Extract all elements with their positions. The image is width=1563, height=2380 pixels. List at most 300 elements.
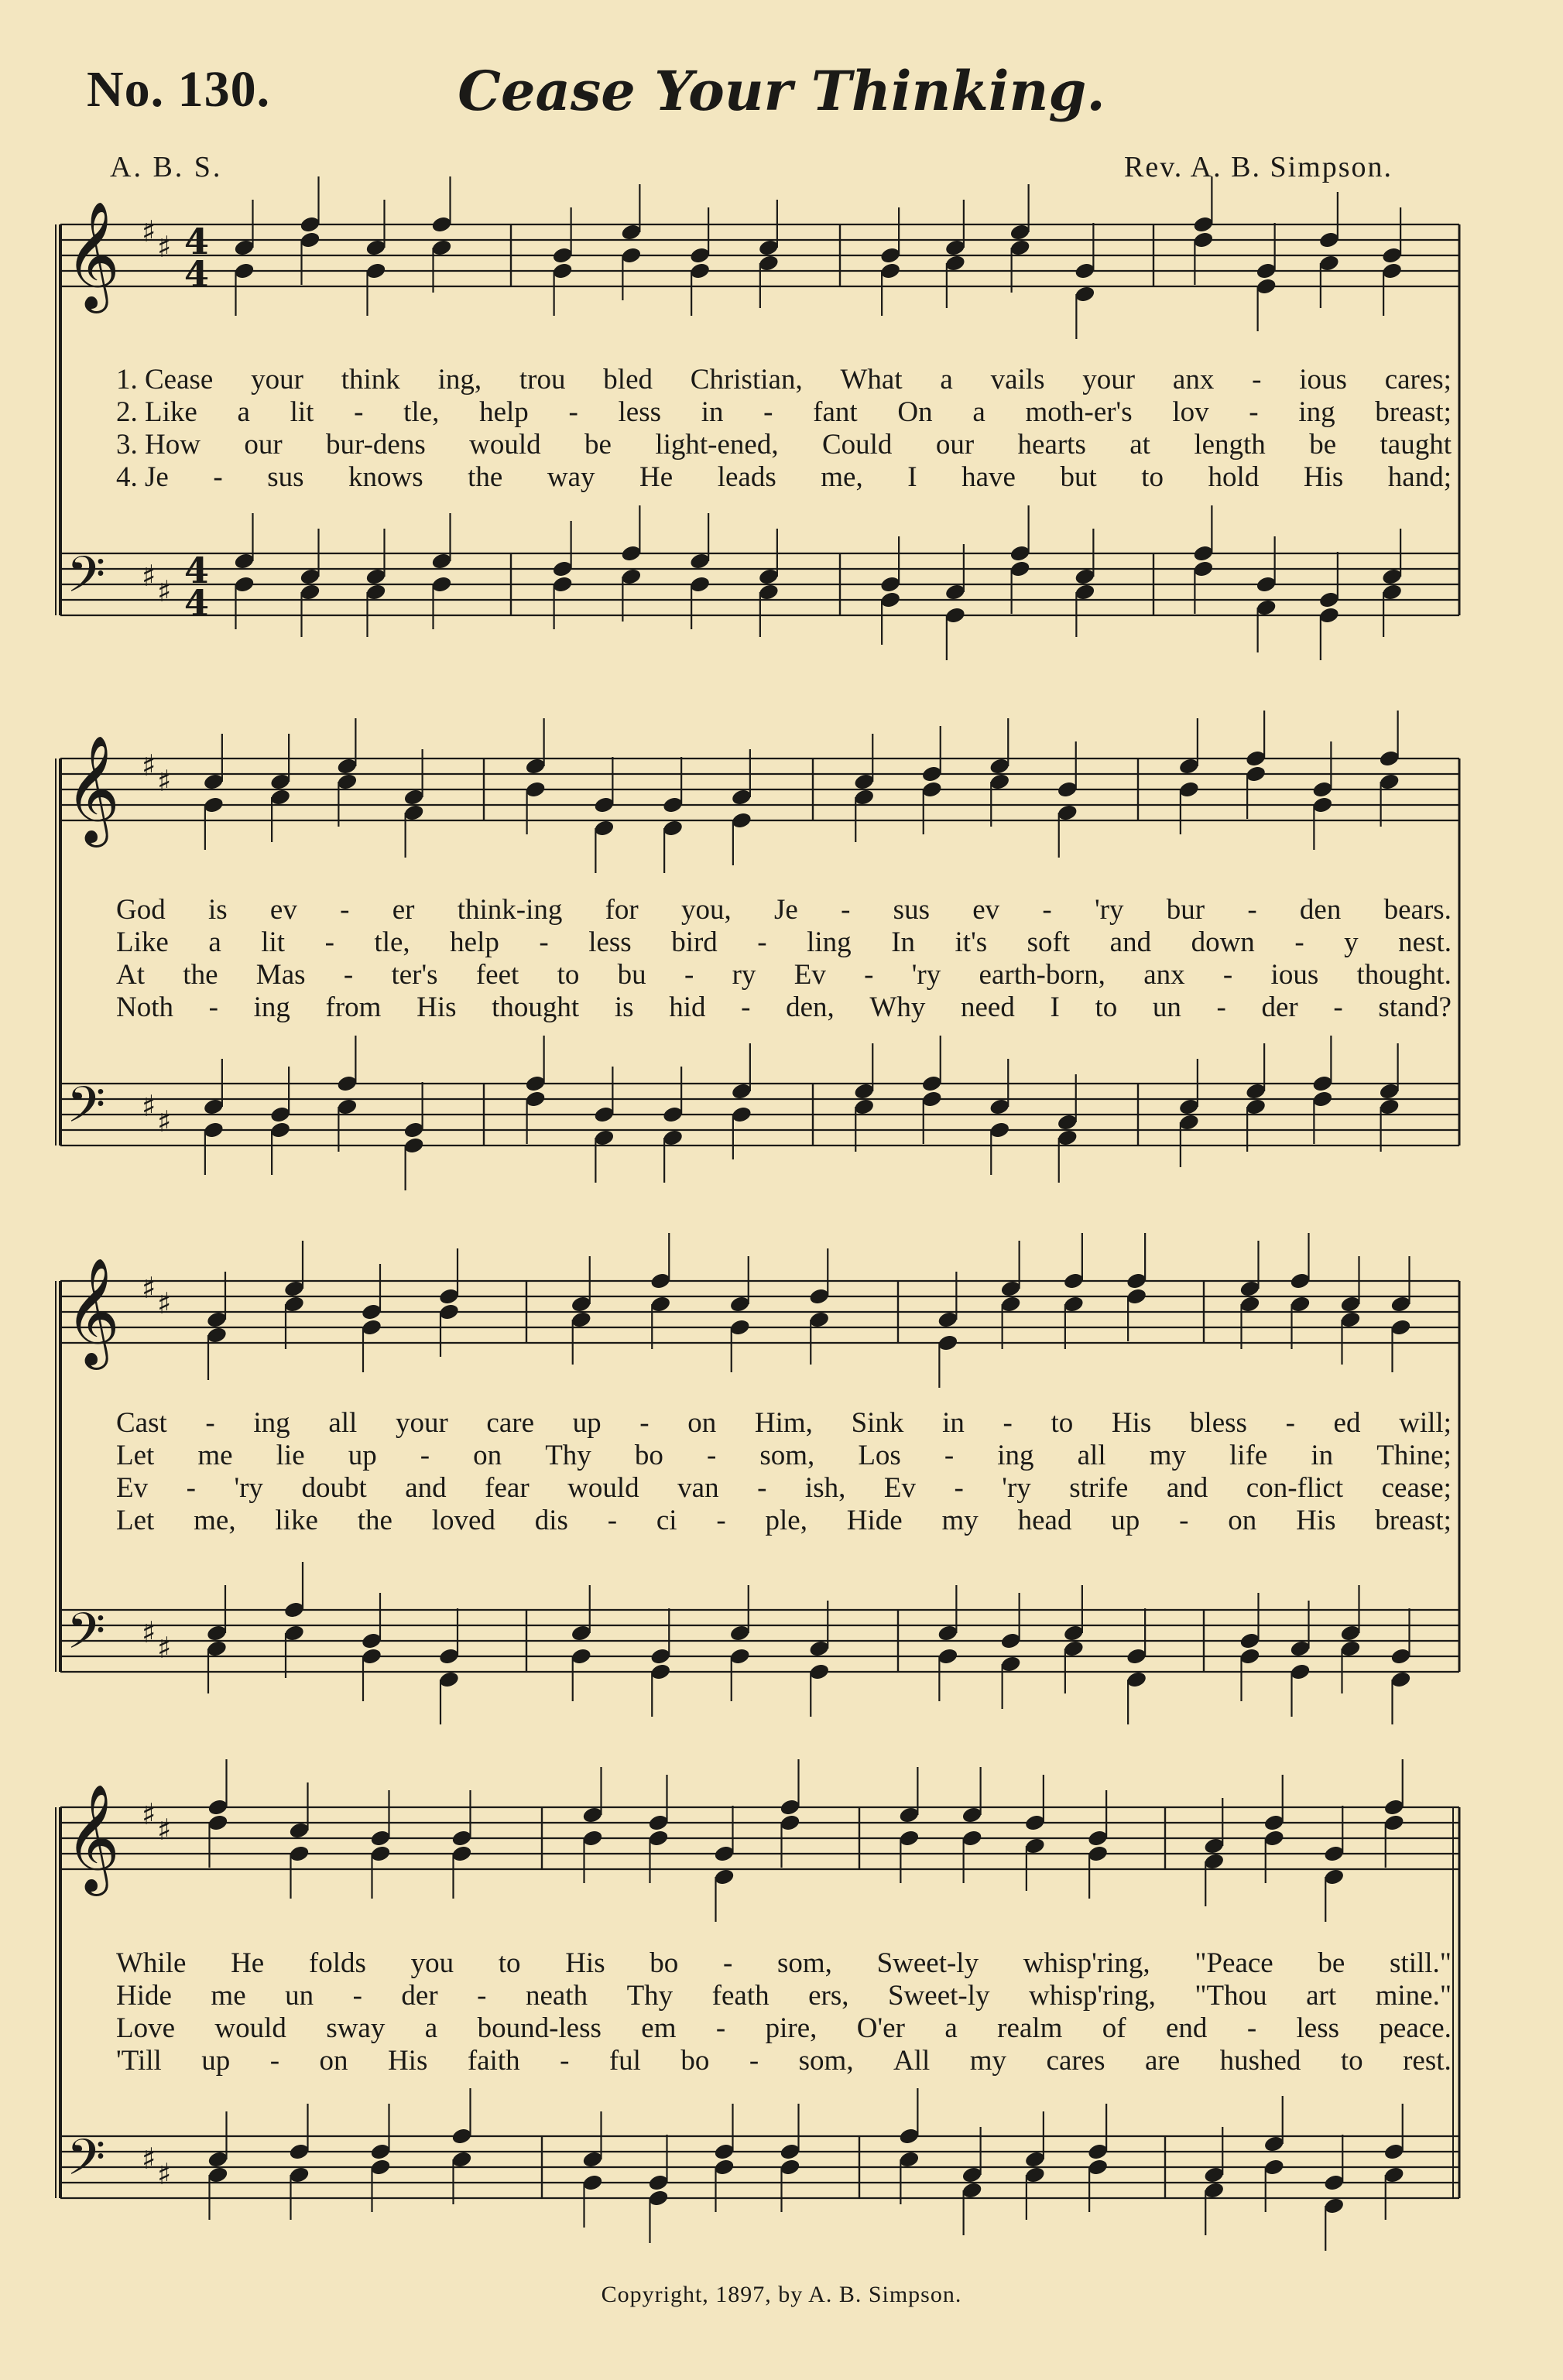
lyric-line [116,959,1452,991]
lyric-syllable: peace. [1379,2012,1452,2044]
lyric-syllable: to [498,1947,521,1979]
lyric-syllable: Christian, [690,364,803,396]
time-signature: 4 [184,253,210,295]
time-signature: 4 [184,550,210,591]
lyric-syllable: a [944,2012,958,2044]
lyric-syllable: Like [116,926,169,958]
lyric-syllable: bless [1189,1407,1247,1439]
lyric-syllable: in [701,396,724,428]
lyric-syllable: Noth [116,991,173,1023]
lyric-syllable: strife [1069,1472,1129,1504]
lyric-syllable: While [116,1947,187,1979]
lyric-syllable: - [749,2045,759,2077]
lyric-syllable: the [183,959,218,991]
lyric-syllable: - [841,894,851,926]
lyric-syllable: - [1042,894,1052,926]
lyric-syllable: art [1306,1980,1337,2012]
lyric-syllable: - [208,991,218,1023]
lyric-syllable: lie [276,1440,305,1471]
lyric-syllable: - [1246,2012,1257,2044]
lyric-line [116,429,1452,461]
lyric-line [116,926,1452,959]
lyric-syllable: to [1095,991,1118,1023]
lyric-syllable: - [722,1947,733,1979]
lyric-syllable: ers, [808,1980,849,2012]
lyric-syllable: hold [1208,461,1260,493]
lyric-syllable: - [352,1980,362,2012]
lyric-line [116,1505,1452,1537]
lyric-syllable: thought. [1356,959,1452,991]
lyric-syllable: - [269,2045,280,2077]
lyric-syllable: 'ry [911,959,941,991]
lyric-syllable: er [392,894,415,926]
lyric-syllable: in [942,1407,965,1439]
lyric-syllable: I [907,461,917,493]
sharp-icon: ♯ [142,1797,156,1831]
bass-clef-icon: 𝄢 [67,1603,106,1673]
lyric-syllable: - [1216,991,1226,1023]
bass-clef-icon: 𝄢 [67,2129,106,2199]
lyric-syllable: 'Till [116,2045,162,2077]
lyric-syllable: - [1222,959,1233,991]
lyric-syllable: - [716,1505,726,1536]
lyric-syllable: - [954,1472,964,1504]
lyric-syllable: bo [650,1947,679,1979]
lyric-syllable: bound-less [477,2012,602,2044]
lyric-syllable: ing [253,1407,290,1439]
lyric-syllable: our [244,429,283,461]
lyric-syllable: ious [1299,364,1347,396]
lyric-syllable: neath [525,1980,588,2012]
lyric-syllable: Let [116,1505,155,1536]
lyric-syllable: sway [326,2012,386,2044]
lyric-syllable: bled [603,364,653,396]
lyric-syllable: em [641,2012,677,2044]
lyric-syllable: 2. Like [116,396,197,428]
lyric-syllable: a [237,396,250,428]
lyric-syllable: Sweet-ly [876,1947,979,1979]
lyric-syllable: vails [990,364,1045,396]
lyric-syllable: ing [1298,396,1335,428]
lyric-syllable: - [343,959,354,991]
lyric-syllable: 4. Je [116,461,169,493]
lyric-syllable: - [539,926,549,958]
lyric-syllable: bur-dens [326,429,426,461]
lyric-line [116,2045,1452,2077]
lyric-syllable: Los [858,1440,901,1471]
lyric-syllable: trou [519,364,566,396]
lyric-syllable: folds [308,1947,366,1979]
sharp-icon: ♯ [142,559,156,593]
lyric-syllable: head [1017,1505,1072,1536]
lyric-syllable: help [450,926,499,958]
lyric-syllable: - [1003,1407,1013,1439]
lyric-syllable: Ev [793,959,826,991]
lyric-syllable: would [567,1472,639,1504]
lyric-syllable: Hide [116,1980,172,2012]
lyric-syllable: - [741,991,751,1023]
sharp-icon: ♯ [157,1286,172,1320]
lyric-syllable: den [1299,894,1342,926]
lyric-line [116,396,1452,429]
lyric-syllable: whisp'ring, [1023,1947,1150,1979]
lyric-syllable: hearts [1017,429,1086,461]
lyric-syllable: would [214,2012,286,2044]
lyric-syllable: som, [759,1440,815,1471]
lyric-syllable: ter's [391,959,438,991]
lyric-syllable: up [572,1407,602,1439]
lyric-syllable: He [231,1947,265,1979]
treble-clef-icon: 𝄞 [65,201,120,309]
lyric-syllable: nest. [1398,926,1452,958]
lyric-syllable: me, [194,1505,236,1536]
lyric-syllable: is [207,894,228,926]
lyric-syllable: van [677,1472,719,1504]
time-signature: 4 [184,582,210,624]
lyric-syllable: 'ry [234,1472,263,1504]
lyric-syllable: "Thou [1195,1980,1267,2012]
lyric-syllable: In [891,926,916,958]
lyric-syllable: tle, [403,396,440,428]
lyric-syllable: on [473,1440,502,1471]
lyric-syllable: you, [681,894,732,926]
lyric-syllable: up [348,1440,377,1471]
lyric-syllable: At [116,959,145,991]
lyric-syllable: are [1144,2045,1181,2077]
lyric-syllable: up [1111,1505,1140,1536]
lyric-syllable: y [1344,926,1359,958]
lyric-syllable: un [285,1980,314,2012]
lyric-syllable: - [607,1505,618,1536]
lyric-syllable: bo [634,1440,663,1471]
lyric-syllable: ci [656,1505,677,1536]
lyric-syllable: on [319,2045,348,2077]
lyric-syllable: He [639,461,674,493]
lyric-syllable: His [416,991,457,1023]
lyric-syllable: Je [774,894,798,926]
lyric-syllable: taught [1380,429,1452,461]
lyric-syllable: ple, [765,1505,807,1536]
lyric-syllable: ful [608,2045,641,2077]
lyric-syllable: soft [1027,926,1071,958]
lyric-syllable: doubt [301,1472,367,1504]
lyric-syllable: Let [116,1440,155,1471]
lyric-syllable: - [560,2045,570,2077]
lyric-syllable: it's [955,926,988,958]
lyric-syllable: som, [798,2045,854,2077]
lyrics-system-1 [116,364,1452,494]
lyric-syllable: to [1340,2045,1363,2077]
lyric-syllable: - [420,1440,430,1471]
lyric-syllable: length [1194,429,1266,461]
lyric-syllable: - [340,894,350,926]
lyric-syllable: up [201,2045,231,2077]
lyric-syllable: to [1051,1407,1074,1439]
lyric-syllable: His [1296,1505,1336,1536]
lyric-syllable: - [568,396,578,428]
bass-clef-icon: 𝄢 [67,1077,106,1146]
lyric-syllable: think-ing [457,894,563,926]
lyric-syllable: bur [1166,894,1205,926]
lyric-syllable: the [468,461,503,493]
sharp-icon: ♯ [142,214,156,248]
lyric-syllable: - [944,1440,955,1471]
lyric-syllable: leads [717,461,776,493]
sharp-icon: ♯ [142,1615,156,1649]
treble-clef-icon: 𝄞 [65,735,120,843]
lyric-syllable: - [1179,1505,1189,1536]
lyric-syllable: Him, [754,1407,813,1439]
lyric-syllable: lit [290,396,314,428]
lyric-syllable: - [706,1440,717,1471]
sharp-icon: ♯ [142,1089,156,1123]
lyric-syllable: is [614,991,634,1023]
lyric-syllable: O'er [856,2012,905,2044]
lyric-line [116,2012,1452,2045]
lyric-syllable: ious [1270,959,1319,991]
lyric-syllable: - [757,926,767,958]
lyric-line [116,1440,1452,1472]
lyric-syllable: Ev [883,1472,916,1504]
lyric-line [116,1947,1452,1980]
lyric-syllable: His [1303,461,1344,493]
lyric-syllable: ev [269,894,297,926]
lyric-syllable: less [1296,2012,1340,2044]
lyric-syllable: der [1261,991,1298,1023]
lyric-syllable: ish, [804,1472,846,1504]
lyric-syllable: Thy [626,1980,674,2012]
lyric-syllable: my [1149,1440,1186,1471]
lyric-syllable: - [477,1980,487,2012]
lyric-syllable: on [1228,1505,1257,1536]
lyric-syllable: whisp'ring, [1029,1980,1156,2012]
lyric-syllable: cares; [1384,364,1452,396]
lyric-syllable: den, [786,991,835,1023]
sharp-icon: ♯ [157,1631,172,1665]
lyric-syllable: you [410,1947,454,1979]
lyric-syllable: will; [1399,1407,1452,1439]
sharp-icon: ♯ [142,748,156,782]
lyric-syllable: hid [669,991,706,1023]
lyric-syllable: Love [116,2012,176,2044]
lyric-syllable: ev [972,894,1000,926]
lyric-line [116,1980,1452,2012]
lyric-syllable: realm [997,2012,1063,2044]
lyric-syllable: - [213,461,223,493]
lyric-syllable: help [479,396,529,428]
lyric-syllable: lit [261,926,286,958]
lyric-syllable: con-flict [1246,1472,1344,1504]
lyric-syllable: would [469,429,541,461]
lyric-syllable: ing [997,1440,1034,1471]
lyric-syllable: Sink [851,1407,904,1439]
sharp-icon: ♯ [157,2157,172,2191]
lyric-line [116,1407,1452,1440]
lyric-syllable: 3. How [116,429,201,461]
lyric-syllable: Why [869,991,926,1023]
lyric-syllable: care [486,1407,534,1439]
lyric-syllable: earth-born, [979,959,1105,991]
lyric-syllable: His [1111,1407,1152,1439]
lyric-line [116,991,1452,1024]
lyric-syllable: life [1229,1440,1268,1471]
lyric-syllable: feet [475,959,519,991]
sharp-icon: ♯ [157,1104,172,1139]
lyric-syllable: my [941,1505,979,1536]
lyric-syllable: Hide [846,1505,903,1536]
lyric-syllable: your [1082,364,1136,396]
lyric-syllable: sus [893,894,930,926]
lyric-syllable: - [1249,396,1259,428]
lyric-syllable: "Peace [1195,1947,1273,1979]
lyric-syllable: hushed [1219,2045,1301,2077]
lyric-syllable: On [897,396,933,428]
lyric-syllable: - [1333,991,1343,1023]
lyric-syllable: - [205,1407,215,1439]
lyric-syllable: 1. Cease [116,364,214,396]
lyric-syllable: a [424,2012,438,2044]
lyric-syllable: rest. [1403,2045,1452,2077]
treble-clef-icon: 𝄞 [65,1258,120,1365]
lyric-syllable: lov [1172,396,1209,428]
lyric-syllable: me [211,1980,246,2012]
lyric-syllable: bird [671,926,718,958]
lyric-syllable: cares [1046,2045,1105,2077]
lyrics-system-4 [116,1947,1452,2077]
lyric-syllable: - [763,396,773,428]
lyric-syllable: on [687,1407,717,1439]
lyric-syllable: but [1060,461,1097,493]
lyric-syllable: 'ry [1095,894,1124,926]
treble-clef-icon: 𝄞 [65,1784,120,1892]
lyric-syllable: have [961,461,1016,493]
lyric-syllable: ry [732,959,756,991]
lyric-syllable: som, [776,1947,832,1979]
lyric-syllable: end [1165,2012,1208,2044]
hymn-title: Cease Your Thinking. [458,59,1105,123]
lyric-syllable: - [1294,926,1304,958]
lyric-syllable: pire, [765,2012,817,2044]
lyric-syllable: need [960,991,1015,1023]
lyric-syllable: a [972,396,985,428]
lyric-line [116,1472,1452,1505]
composer-credit: Rev. A. B. Simpson. [1124,151,1393,183]
sharp-icon: ♯ [157,764,172,798]
hymn-number: No. 130. [87,61,271,118]
lyric-syllable: cease; [1381,1472,1452,1504]
lyric-syllable: Ev [116,1472,149,1504]
lyric-syllable: I [1050,991,1060,1023]
lyric-syllable: and [1166,1472,1208,1504]
time-signature: 4 [184,221,210,262]
lyric-syllable: breast; [1375,396,1452,428]
lyric-syllable: bears. [1383,894,1452,926]
lyric-syllable: sus [267,461,304,493]
lyric-syllable: still." [1390,1947,1452,1979]
lyric-syllable: All [893,2045,931,2077]
lyric-syllable: un [1152,991,1181,1023]
lyric-syllable: - [757,1472,767,1504]
lyrics-system-2 [116,894,1452,1024]
lyric-syllable: of [1102,2012,1126,2044]
lyric-syllable: be [1318,1947,1345,1979]
lyric-syllable: His [565,1947,605,1979]
lyric-syllable: Cast [116,1407,167,1439]
lyric-syllable: - [324,926,334,958]
lyric-syllable: feath [711,1980,770,2012]
lyric-syllable: ing [253,991,290,1023]
lyric-syllable: Mas [255,959,306,991]
lyric-syllable: a [208,926,221,958]
lyric-syllable: less [588,926,632,958]
lyric-syllable: ling [807,926,852,958]
lyric-syllable: dis [534,1505,568,1536]
lyric-syllable: der [401,1980,438,2012]
lyric-syllable: bo [680,2045,710,2077]
lyric-syllable: me [197,1440,233,1471]
sharp-icon: ♯ [157,1813,172,1847]
lyricist-credit: A. B. S. [110,151,223,183]
lyric-syllable: down [1191,926,1255,958]
lyric-syllable: God [116,894,166,926]
lyric-syllable: - [354,396,364,428]
lyric-syllable: anx [1143,959,1185,991]
lyric-syllable: me, [821,461,863,493]
lyric-syllable: hand; [1387,461,1452,493]
sharp-icon: ♯ [142,2142,156,2176]
lyric-line [116,364,1452,396]
lyric-syllable: knows [348,461,423,493]
lyric-syllable: all [328,1407,358,1439]
lyric-syllable: your [251,364,303,396]
lyric-syllable: for [605,894,639,926]
lyric-syllable: way [547,461,595,493]
lyric-syllable: less [618,396,661,428]
lyric-syllable: bu [617,959,646,991]
lyric-syllable: your [395,1407,448,1439]
lyric-syllable: at [1129,429,1150,461]
sharp-icon: ♯ [157,230,172,264]
lyric-syllable: be [584,429,612,461]
lyric-syllable: think [341,364,400,396]
lyric-syllable: and [405,1472,447,1504]
lyric-syllable: fant [813,396,858,428]
lyric-syllable: anx [1172,364,1215,396]
sharp-icon: ♯ [142,1271,156,1305]
copyright-notice: Copyright, 1897, by A. B. Simpson. [601,2282,962,2307]
lyric-syllable: - [1247,894,1257,926]
lyric-syllable: to [557,959,580,991]
lyric-syllable: - [864,959,874,991]
lyric-syllable: ed [1333,1407,1361,1439]
lyric-syllable: a [940,364,953,396]
lyric-syllable: faith [467,2045,520,2077]
lyric-syllable: stand? [1378,991,1452,1023]
lyric-syllable: be [1309,429,1337,461]
lyric-syllable: mine." [1375,1980,1452,2012]
lyric-syllable: and [1109,926,1152,958]
lyric-syllable: our [935,429,975,461]
lyric-syllable: - [1252,364,1262,396]
lyric-syllable: breast; [1375,1505,1452,1536]
lyric-syllable: Sweet-ly [887,1980,990,2012]
lyric-syllable: - [715,2012,726,2044]
lyric-syllable: Thy [545,1440,591,1471]
lyric-syllable: His [387,2045,428,2077]
lyric-syllable: thought [492,991,580,1023]
lyric-syllable: to [1141,461,1164,493]
lyric-syllable: the [357,1505,392,1536]
